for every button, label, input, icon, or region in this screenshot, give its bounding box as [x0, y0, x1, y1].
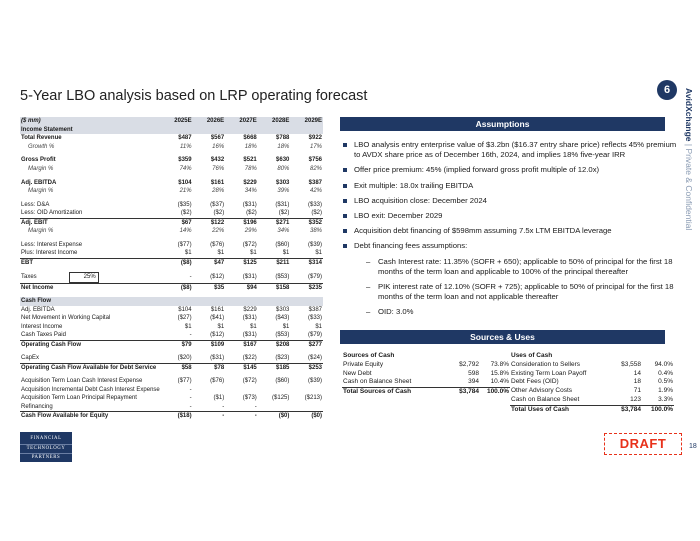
- sources-uses-header: Sources & Uses: [340, 330, 665, 344]
- cell-value: $432: [210, 157, 225, 164]
- assumption-item: Acquisition debt financing of $598mm assuming 7.5x LTM EBITDA leverage: [340, 226, 680, 236]
- su-label: Other Advisory Costs: [511, 387, 573, 395]
- su-amount: $2,792: [459, 360, 479, 368]
- cell-value: -: [225, 403, 258, 412]
- section-header-row: [20, 297, 323, 306]
- assumption-sub-item: – PIK interest rate of 12.10% (SOFR + 725); applicable to 50% of principal for the first 18 months of the term loan and not applicable thereafter: [340, 282, 680, 302]
- cell-value: $161: [210, 179, 225, 186]
- cell-value: [160, 126, 193, 135]
- cell-value: ($2): [160, 209, 193, 218]
- cell-value: -: [160, 331, 193, 340]
- cell-value: ($35): [177, 201, 192, 208]
- cell-value: 14%: [179, 228, 192, 235]
- su-row: [510, 378, 674, 387]
- cell-value: 21%: [179, 188, 192, 195]
- draft-stamp: DRAFT: [604, 433, 682, 455]
- cell-value: $185: [276, 364, 290, 371]
- cell-value: $756: [308, 157, 322, 164]
- su-pct: 3.3%: [642, 396, 674, 405]
- su-blank: [480, 352, 510, 361]
- cell-value: [290, 403, 323, 412]
- su-total-amount: $3,784: [621, 405, 641, 413]
- table-row: [20, 412, 323, 421]
- cell-value: ($18): [177, 413, 192, 420]
- cell-value: ($73): [242, 395, 257, 402]
- cell-value: [193, 126, 226, 135]
- logo-line: PARTNERS: [31, 455, 61, 461]
- cell-value: ($31): [225, 272, 258, 283]
- cell-value: -: [189, 395, 192, 402]
- su-title-row: [342, 352, 510, 361]
- cell-value: ($0): [311, 413, 322, 420]
- cell-value: 28%: [212, 188, 225, 195]
- row-label: Plus: Interest Income: [20, 249, 160, 258]
- su-amount: 14: [633, 369, 641, 377]
- su-blank: [438, 352, 480, 361]
- cell-value: $35: [214, 284, 225, 291]
- row-label: CapEx: [20, 354, 160, 363]
- cell-value: $47: [214, 259, 225, 266]
- su-total-amount: $3,784: [459, 387, 479, 395]
- cell-value: [225, 126, 258, 135]
- su-row: [342, 378, 510, 387]
- row-label: Cash Flow: [20, 297, 160, 306]
- row-label: Income Statement: [20, 126, 160, 135]
- cell-value: ($8): [180, 284, 192, 291]
- cell-value: $58: [181, 364, 192, 371]
- row-label: Less: OID Amortization: [20, 209, 160, 218]
- assumption-item: LBO acquisition close: December 2024: [340, 196, 680, 206]
- uses-table: [510, 352, 674, 414]
- table-row: [20, 323, 323, 332]
- year-header: 2029E: [290, 117, 323, 126]
- cell-value: [225, 386, 258, 395]
- confidential-label: | Private & Confidential: [684, 143, 694, 231]
- table-row: [20, 377, 323, 386]
- brand-name: AvidXchange: [684, 88, 694, 142]
- table-row: [20, 201, 323, 210]
- table-row: [20, 227, 323, 236]
- cell-value: ($31): [242, 201, 257, 208]
- su-pct: 1.9%: [658, 387, 673, 395]
- su-amount: 598: [468, 369, 479, 377]
- table-row: [20, 156, 323, 165]
- cell-value: [258, 297, 291, 306]
- table-row: [20, 241, 323, 250]
- assumption-item: LBO exit: December 2029: [340, 211, 680, 221]
- cell-value: $303: [276, 306, 290, 313]
- assumptions-header: Assumptions: [340, 117, 665, 131]
- cell-value: $277: [308, 341, 322, 348]
- cell-value: ($23): [258, 354, 291, 363]
- su-pct: 0.5%: [658, 378, 673, 386]
- cell-value: 39%: [277, 188, 290, 195]
- table-row: [20, 258, 323, 267]
- cell-value: ($72): [242, 241, 257, 248]
- cell-value: 76%: [212, 166, 225, 173]
- cell-value: $788: [276, 135, 290, 142]
- financial-table-body: [20, 126, 323, 421]
- page-title: 5-Year LBO analysis based on LRP operating forecast: [20, 88, 368, 104]
- su-label: New Debt: [343, 369, 372, 377]
- row-label: Margin %: [28, 228, 54, 235]
- cell-value: $1: [258, 249, 291, 258]
- su-total-row: [510, 405, 674, 414]
- year-header: 2025E: [160, 117, 193, 126]
- row-label: Adj. EBIT: [21, 219, 48, 226]
- su-row: [342, 370, 510, 379]
- cell-value: $104: [178, 179, 192, 186]
- cell-value: 18%: [277, 143, 290, 150]
- table-row: [20, 354, 323, 363]
- cell-value: $158: [276, 284, 290, 291]
- cell-value: 42%: [309, 188, 322, 195]
- su-pct: 94.0%: [654, 360, 673, 368]
- cell-value: 34%: [244, 188, 257, 195]
- cell-value: ($72): [242, 378, 257, 385]
- cell-value: ($2): [258, 209, 291, 218]
- cell-value: $161: [210, 306, 225, 313]
- cell-value: 29%: [244, 228, 257, 235]
- year-header: 2027E: [225, 117, 258, 126]
- su-title: Uses of Cash: [511, 352, 553, 360]
- row-label: Total Revenue: [21, 135, 62, 142]
- cell-value: ($22): [225, 354, 258, 363]
- su-row: [510, 361, 674, 370]
- su-amount: $3,558: [621, 360, 641, 368]
- table-row: [20, 331, 323, 340]
- cell-value: $387: [308, 179, 322, 186]
- cell-value: [193, 386, 226, 395]
- table-row: [20, 306, 323, 315]
- cell-value: $94: [246, 284, 257, 291]
- su-amount: 123: [606, 396, 642, 405]
- cell-value: ($213): [304, 395, 322, 402]
- cell-value: $630: [276, 157, 290, 164]
- row-label: Interest Income: [21, 323, 63, 330]
- table-row: [20, 143, 323, 152]
- su-total-row: [342, 387, 510, 396]
- su-title: Sources of Cash: [343, 352, 395, 360]
- cell-value: -: [193, 403, 226, 412]
- su-row: [510, 396, 674, 405]
- cell-value: $352: [308, 219, 322, 226]
- table-row: [20, 363, 323, 372]
- cell-value: ($27): [177, 315, 192, 322]
- cell-value: ($43): [275, 315, 290, 322]
- year-header: 2026E: [193, 117, 226, 126]
- cell-value: [290, 126, 323, 135]
- row-label: Growth %: [28, 143, 55, 150]
- su-title-row: [510, 352, 674, 361]
- cell-value: $211: [276, 259, 290, 266]
- logo-line: TECHNOLOGY: [20, 445, 72, 455]
- ftp-logo: [20, 432, 72, 462]
- cell-value: -: [160, 403, 193, 412]
- su-pct: 15.8%: [490, 369, 509, 377]
- row-label: Adj. EBITDA: [21, 306, 55, 313]
- su-label: Debt Fees (OID): [511, 378, 559, 386]
- cell-value: $104: [178, 306, 192, 313]
- su-total-pct: 100.0%: [486, 387, 509, 395]
- row-label: Acquisition Incremental Debt Cash Interest Expense: [21, 386, 160, 393]
- cell-value: $1: [290, 249, 323, 258]
- cell-value: ($53): [258, 331, 291, 340]
- table-row: [20, 314, 323, 323]
- table-row: [20, 394, 323, 403]
- row-label: Gross Profit: [21, 157, 56, 164]
- cell-value: 80%: [277, 166, 290, 173]
- cell-value: $567: [210, 135, 225, 142]
- cell-value: 34%: [277, 228, 290, 235]
- cell-value: 11%: [180, 143, 192, 150]
- cell-value: ($1): [213, 395, 225, 402]
- cell-value: $1: [193, 249, 226, 258]
- su-amount: 71: [633, 387, 641, 395]
- side-brand-label: [684, 88, 694, 230]
- cell-value: [225, 297, 258, 306]
- row-label: EBT: [21, 259, 33, 266]
- table-row: [20, 179, 323, 188]
- sources-table: [342, 352, 510, 397]
- su-total-label: Total Sources of Cash: [343, 387, 412, 395]
- row-label: Margin %: [28, 166, 54, 173]
- year-header: 2028E: [258, 117, 291, 126]
- cell-value: $122: [210, 219, 225, 226]
- logo-line: FINANCIAL: [20, 435, 72, 445]
- page-number: 18: [689, 443, 697, 450]
- cell-value: -: [160, 272, 193, 283]
- cell-value: 16%: [212, 143, 225, 150]
- cell-value: ($2): [225, 209, 258, 218]
- cell-value: $668: [243, 135, 257, 142]
- cell-value: 18%: [244, 143, 257, 150]
- row-label: Refinancing: [20, 403, 160, 412]
- section-header-row: [20, 126, 323, 135]
- su-pct: 73.8%: [490, 360, 509, 368]
- cell-value: $67: [181, 219, 192, 226]
- su-pct: 10.4%: [480, 378, 510, 387]
- assumptions-list: [340, 140, 680, 323]
- su-total-pct: 100.0%: [650, 405, 673, 413]
- table-row: [20, 272, 323, 283]
- cell-value: ($79): [290, 331, 323, 340]
- row-label: Acquisition Term Loan Cash Interest Expense: [21, 378, 143, 385]
- cell-value: [160, 297, 193, 306]
- su-pct: 0.4%: [658, 369, 673, 377]
- su-label: Private Equity: [343, 360, 384, 368]
- cell-value: -: [222, 413, 225, 420]
- cell-value: ($53): [258, 272, 291, 283]
- cell-value: [290, 386, 323, 395]
- cell-value: ($20): [160, 354, 193, 363]
- cell-value: $167: [243, 341, 257, 348]
- su-label: Cash on Balance Sheet: [510, 396, 606, 405]
- cell-value: $359: [178, 157, 192, 164]
- cell-value: 22%: [212, 228, 225, 235]
- cell-value: -: [254, 413, 257, 420]
- cell-value: $521: [243, 157, 257, 164]
- cell-value: ($24): [290, 354, 323, 363]
- cell-value: ($0): [278, 413, 290, 420]
- cell-value: [258, 126, 291, 135]
- row-label: Cash Flow Available for Equity: [21, 413, 109, 420]
- assumption-item: Offer price premium: 45% (implied forward gross profit multiple of 12.0x): [340, 165, 680, 175]
- row-label: Less: D&A: [21, 201, 50, 208]
- su-label: Existing Term Loan Payoff: [511, 369, 587, 377]
- cell-value: ($77): [177, 378, 192, 385]
- cell-value: ($125): [272, 395, 290, 402]
- cell-value: ($8): [180, 259, 192, 266]
- table-row: [20, 386, 323, 395]
- cell-value: -: [189, 386, 192, 393]
- su-row: [510, 387, 674, 396]
- cell-value: $79: [181, 341, 192, 348]
- row-label: Net Income: [21, 284, 54, 291]
- cell-value: ($33): [307, 315, 322, 322]
- cell-value: $387: [308, 306, 322, 313]
- su-amount: 394: [438, 378, 480, 387]
- cell-value: $208: [276, 341, 290, 348]
- assumption-item: Debt financing fees assumptions:: [340, 241, 680, 251]
- cell-value: 74%: [179, 166, 192, 173]
- cell-value: 78%: [244, 166, 257, 173]
- units-label: ($ mm): [20, 117, 160, 126]
- su-blank: [642, 352, 674, 361]
- cell-value: ($37): [210, 201, 225, 208]
- cell-value: ($33): [307, 201, 322, 208]
- cell-value: [290, 297, 323, 306]
- cell-value: $1: [160, 249, 193, 258]
- table-row: [20, 403, 323, 412]
- cell-value: $253: [308, 364, 322, 371]
- row-label: Margin %: [28, 188, 54, 195]
- table-row: [20, 249, 323, 258]
- cell-value: $109: [210, 341, 225, 348]
- table-row: [20, 340, 323, 349]
- cell-value: 17%: [309, 143, 322, 150]
- cell-value: ($31): [242, 315, 257, 322]
- row-label: Taxes 25%: [20, 272, 160, 283]
- cell-value: ($60): [275, 241, 290, 248]
- cell-value: $145: [243, 364, 257, 371]
- cell-value: ($31): [225, 331, 258, 340]
- table-header-row: [20, 117, 323, 126]
- cell-value: $1: [250, 323, 257, 330]
- cell-value: $196: [243, 219, 257, 226]
- assumption-sub-item: – OID: 3.0%: [340, 307, 680, 317]
- cell-value: $125: [243, 259, 257, 266]
- table-row: [20, 165, 323, 174]
- table-row: [20, 187, 323, 196]
- cell-value: $1: [225, 249, 258, 258]
- tax-rate-input: 25%: [69, 272, 99, 282]
- row-label: Acquisition Term Loan Principal Repayment: [21, 395, 137, 402]
- cell-value: [258, 403, 291, 412]
- assumption-item: Exit multiple: 18.0x trailing EBITDA: [340, 181, 680, 191]
- row-label: Operating Cash Flow Available for Debt Service: [21, 364, 157, 371]
- cell-value: ($76): [210, 241, 225, 248]
- su-total-label: Total Uses of Cash: [511, 405, 570, 413]
- assumption-sub-item: – Cash Interest rate: 11.35% (SOFR + 650); applicable to 50% of principal for the first 18 months of the term loan and applicable to 100% of the principal thereafter: [340, 257, 680, 277]
- cell-value: $487: [178, 135, 192, 142]
- cell-value: $229: [243, 179, 257, 186]
- cell-value: ($31): [275, 201, 290, 208]
- row-label: Net Movement in Working Capital: [21, 315, 111, 322]
- assumption-item: LBO analysis entry enterprise value of $3.2bn ($16.37 entry share price) reflects 45% premium to AVDX share price as of December 16th, 2024, and implies 18% five-year IRR: [340, 140, 680, 160]
- su-label: Consideration to Sellers: [511, 360, 581, 368]
- cell-value: 82%: [309, 166, 322, 173]
- cell-value: ($77): [177, 241, 192, 248]
- cell-value: $235: [308, 284, 322, 291]
- cell-value: ($39): [307, 378, 322, 385]
- cell-value: $303: [276, 179, 290, 186]
- cell-value: [193, 297, 226, 306]
- su-row: [510, 370, 674, 379]
- cell-value: [258, 386, 291, 395]
- row-label: Operating Cash Flow: [21, 341, 82, 348]
- cell-value: $1: [184, 323, 192, 330]
- cell-value: $314: [308, 259, 322, 266]
- section-number-badge: 6: [657, 80, 677, 100]
- table-row: [20, 218, 323, 227]
- row-label: Adj. EBITDA: [21, 179, 57, 186]
- su-label: Cash on Balance Sheet: [342, 378, 438, 387]
- cell-value: $1: [282, 323, 290, 330]
- row-label: Cash Taxes Paid: [20, 331, 160, 340]
- cell-value: $922: [308, 135, 322, 142]
- cell-value: $1: [217, 323, 225, 330]
- cell-value: ($60): [275, 378, 290, 385]
- cell-value: ($39): [307, 241, 322, 248]
- cell-value: ($2): [193, 209, 226, 218]
- cell-value: ($2): [290, 209, 323, 218]
- cell-value: $271: [276, 219, 290, 226]
- table-row: [20, 209, 323, 218]
- cell-value: $1: [315, 323, 322, 330]
- cell-value: ($79): [290, 272, 323, 283]
- cell-value: ($12): [193, 272, 226, 283]
- table-row: [20, 283, 323, 292]
- cell-value: $78: [214, 364, 225, 371]
- cell-value: ($12): [193, 331, 226, 340]
- cell-value: ($31): [193, 354, 226, 363]
- cell-value: $229: [243, 306, 257, 313]
- table-row: [20, 134, 323, 143]
- cell-value: ($76): [210, 378, 225, 385]
- cell-value: ($41): [210, 315, 225, 322]
- cell-value: 38%: [309, 228, 322, 235]
- row-label: Less: Interest Expense: [21, 241, 83, 248]
- su-blank: [606, 352, 642, 361]
- su-row: [342, 361, 510, 370]
- financial-table: [20, 117, 323, 421]
- su-amount: 18: [633, 378, 641, 386]
